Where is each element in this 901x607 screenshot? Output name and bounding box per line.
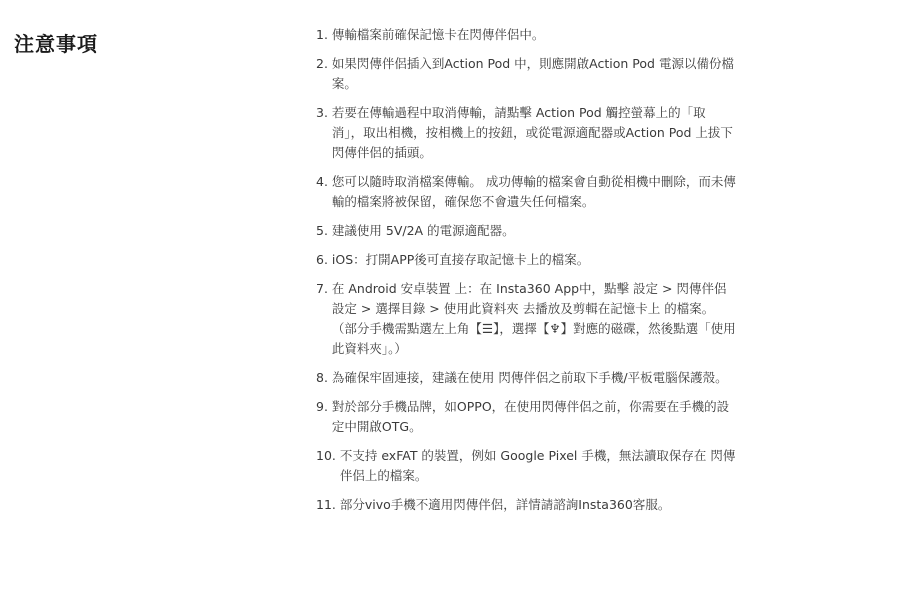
note-text: iOS：打開APP後可直接存取記憶卡上的檔案。 (331, 252, 590, 267)
note-text: 傳輸檔案前確保記憶卡在閃傳伴侶中。 (331, 27, 545, 42)
note-text: 在 Android 安卓裝置 上：在 Insta360 App中，點擊 設定 > 閃傳伴侶設定 > 選擇目錄 > 使用此資料夾 去播放及剪輯在記憶卡上 的檔案。 （部分手機需點選左上角【☰】，選擇【♆】對應的磁碟，然後點選「使用此資料夾」。） (331, 281, 736, 356)
section-title: 注意事項 (14, 32, 98, 56)
note-item (316, 250, 736, 270)
note-number: 4. (316, 174, 332, 189)
note-item (316, 368, 736, 388)
note-text: 建議使用 5V/2A 的電源適配器。 (331, 223, 515, 238)
note-number: 2. (316, 56, 332, 71)
note-number: 10. (316, 448, 340, 463)
notes-list (316, 25, 736, 524)
note-number: 7. (316, 281, 332, 296)
note-number: 1. (316, 27, 332, 42)
note-number: 6. (316, 252, 332, 267)
note-text: 部分vivo手機不適用閃傳伴侶，詳情請諮詢Insta360客服。 (339, 497, 671, 512)
note-text: 您可以隨時取消檔案傳輸。 成功傳輸的檔案會自動從相機中刪除，而未傳輸的檔案將被保留，確保您不會遺失任何檔案。 (331, 174, 736, 209)
note-number: 3. (316, 105, 332, 120)
note-item (316, 54, 736, 94)
note-item (316, 279, 736, 359)
note-item (316, 446, 736, 486)
note-item (316, 221, 736, 241)
note-item (316, 495, 736, 515)
note-item (316, 25, 736, 45)
note-item (316, 172, 736, 212)
note-text: 如果閃傳伴侶插入到Action Pod 中，則應開啟Action Pod 電源以備份檔案。 (331, 56, 734, 91)
note-number: 5. (316, 223, 332, 238)
note-item (316, 103, 736, 163)
note-number: 8. (316, 370, 332, 385)
note-text: 若要在傳輸過程中取消傳輸，請點擊 Action Pod 觸控螢幕上的「取消」，取出相機，按相機上的按鈕，或從電源適配器或Action Pod 上拔下閃傳伴侶的插頭。 (331, 105, 733, 160)
note-text: 不支持 exFAT 的裝置，例如 Google Pixel 手機，無法讀取保存在 閃傳伴侶上的檔案。 (339, 448, 736, 483)
note-item (316, 397, 736, 437)
note-number: 9. (316, 399, 332, 414)
note-text: 為確保牢固連接，建議在使用 閃傳伴侶之前取下手機/平板電腦保護殼。 (331, 370, 728, 385)
note-text: 對於部分手機品牌，如OPPO，在使用閃傳伴侶之前，你需要在手機的設定中開啟OTG。 (331, 399, 730, 434)
note-number: 11. (316, 497, 340, 512)
